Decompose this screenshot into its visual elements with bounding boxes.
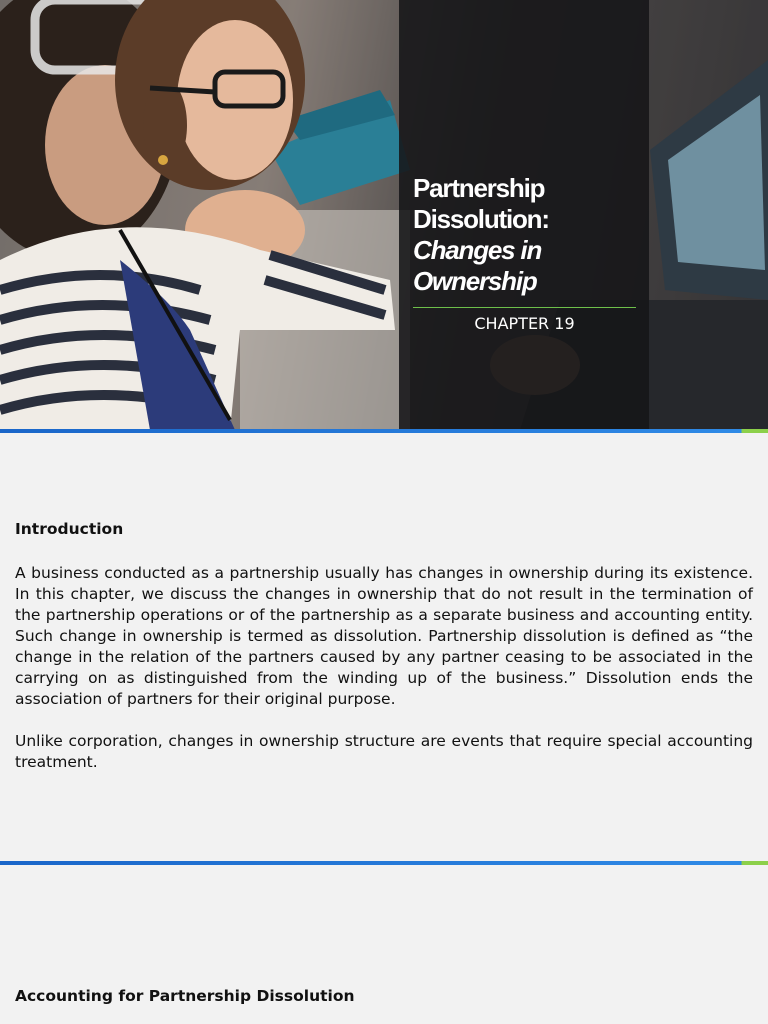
accent-bar-divider [0,861,768,865]
chapter-number: CHAPTER 19 [474,314,575,333]
section-heading-accounting: Accounting for Partnership Dissolution [15,987,355,1005]
title-divider [413,307,636,308]
title-line: Dissolution: [413,204,549,234]
intro-paragraph-2: Unlike corporation, changes in ownership structure are events that require special accounting treatment. [15,732,753,771]
chapter-title [413,173,643,297]
title-line-italic: Ownership [413,266,537,296]
title-line: Partnership [413,173,545,203]
accent-bar-top [0,429,768,433]
intro-paragraph-1: A business conducted as a partnership usually has changes in ownership during its existence. In this chapter, we discuss the changes in ownership that do not result in the termination of the partnership operations or of the partnership as a separate business and accounting entity. Such change in ownership is termed as dissolution. Partnership dissolution is defined as “the change in the relation of the partners caused by any partner ceasing to be associated in the carrying on as distinguished from the winding up of the business.” Dissolution ends the association of partners for their original purpose. [15,564,753,708]
section-heading-introduction: Introduction [15,520,124,538]
title-line-italic: Changes in [413,235,542,265]
hero-photo [0,0,768,430]
hero-banner [0,0,768,430]
